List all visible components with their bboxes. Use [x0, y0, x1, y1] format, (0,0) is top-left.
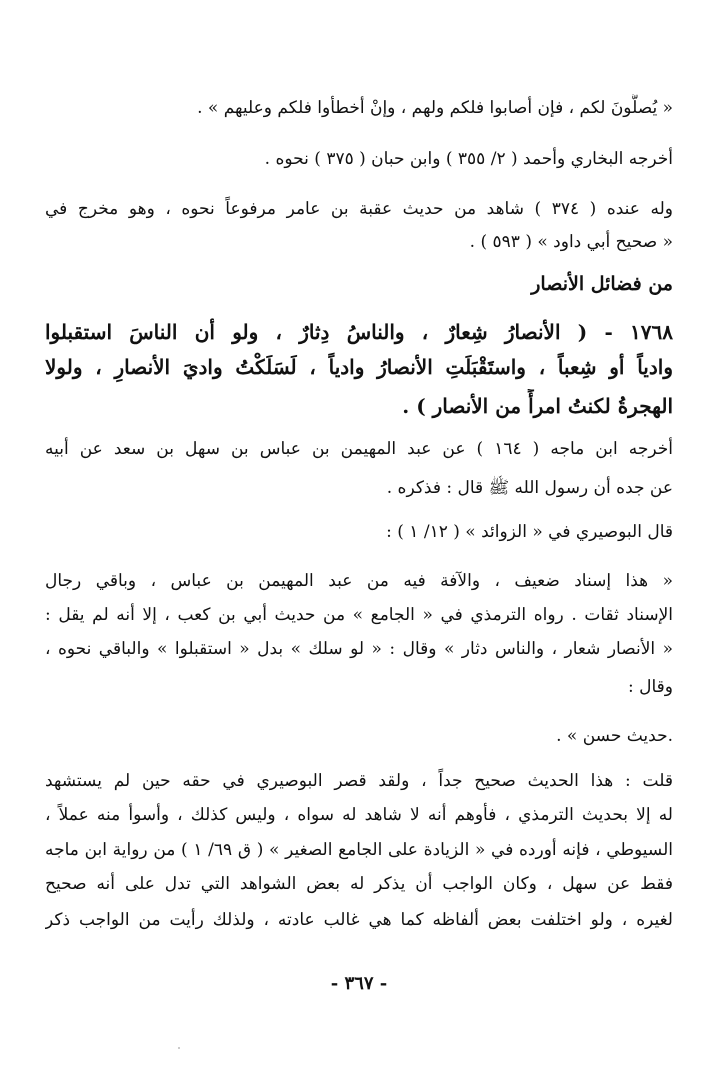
scan-speck — [178, 1047, 180, 1049]
text-line: السيوطي ، فإنه أورده في « الزيادة على الجامع الصغير » ( ق ٦٩/ ١ ) من رواية ابن ماجه — [45, 840, 673, 860]
text-line: وله عنده ( ٣٧٤ ) شاهد من حديث عقبة بن عامر مرفوعاً نحوه ، وهو مخرج في — [45, 199, 673, 219]
text-line: أخرجه ابن ماجه ( ١٦٤ ) عن عبد المهيمن بن عباس بن سهل بن سعد عن أبيه — [45, 439, 673, 459]
text-line: « صحيح أبي داود » ( ٥٩٣ ) . — [469, 232, 673, 252]
text-line: وقال : — [628, 677, 673, 697]
text-line: الإسناد ثقات . رواه الترمذي في « الجامع » من حديث أبي بن كعب ، إلا أنه لم يقل : — [45, 605, 673, 625]
text-line: « يُصلُّونَ لكم ، فإن أصابوا فلكم ولهم ، وإنْ أخطأوا فلكم وعليهم » . — [197, 98, 673, 118]
hadith-line: وادياً أو شِعباً ، واستَقْبَلَتِ الأنصارُ وادياً ، لَسَلَكْتُ واديَ الأنصارِ ، ولولا — [45, 355, 673, 379]
text-line: فقط عن سهل ، وكان الواجب أن يذكر له بعض الشواهد التي تدل على أنه صحيح — [45, 874, 673, 894]
text-line: « الأنصار شعار ، والناس دثار » وقال : « لو سلك » بدل « استقبلوا » والباقي نحوه ، — [45, 639, 673, 659]
text-line: له إلا بحديث الترمذي ، فأوهم أنه لا شاهد له سواه ، وليس كذلك ، وأسوأ منه عملاً ، — [45, 805, 673, 825]
text-line: قلت : هذا الحديث صحيح جداً ، ولقد قصر البوصيري في حقه حين لم يستشهد — [45, 771, 673, 791]
text-line: أخرجه البخاري وأحمد ( ٢/ ٣٥٥ ) وابن حبان ( ٣٧٥ ) نحوه . — [264, 149, 673, 169]
text-line: .حديث حسن » . — [556, 726, 673, 746]
hadith-line: الهجرةُ لكنتُ امرأً من الأنصار ) . — [402, 394, 673, 418]
text-line: لغيره ، ولو اختلفت بعض ألفاظه كما هي غالب عادته ، ولذلك رأيت من الواجب ذكر — [45, 910, 673, 930]
text-line: « هذا إسناد ضعيف ، والآفة فيه من عبد المهيمن بن عباس ، وباقي رجال — [45, 571, 673, 591]
hadith-line: ١٧٦٨ - ( الأنصارُ شِعارٌ ، والناسُ دِثارٌ ، ولو أن الناسَ استقبلوا — [45, 320, 673, 344]
page-number: - ٣٦٧ - — [330, 973, 388, 994]
text-line: عن جده أن رسول الله ﷺ قال : فذكره . — [386, 478, 673, 498]
section-heading: من فضائل الأنصار — [531, 273, 673, 295]
text-line: قال البوصيري في « الزوائد » ( ١٢/ ١ ) : — [386, 522, 673, 542]
